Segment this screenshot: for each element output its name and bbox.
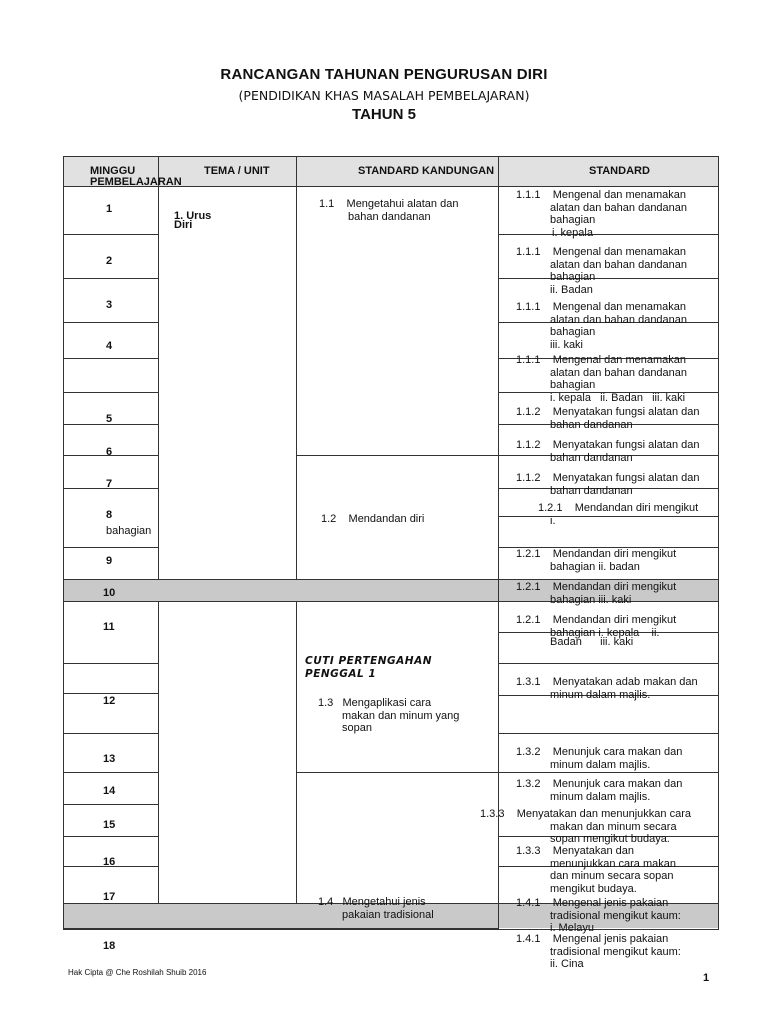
week-number: 3	[106, 299, 113, 311]
week-number: 10	[103, 587, 116, 599]
row-rule	[498, 733, 718, 734]
sp-item: 1.2.1 Mendandan diri mengikut bahagian ii. badan	[516, 548, 677, 573]
sp-item: 1.1.1 Mengenal dan menamakan alatan dan bahan dandanan bahagian iii. kaki	[516, 301, 688, 351]
col-header-standard: STANDARD	[589, 165, 650, 177]
sk-rule	[296, 772, 718, 773]
document-title: RANCANGAN TAHUNAN PENGURUSAN DIRI	[220, 66, 548, 83]
week-number: 11	[103, 621, 115, 633]
sp-item: 1.1.1 Mengenal dan menamakan alatan dan bahan dandanan bahagian i. kepala ii. Badan iii. kaki	[516, 354, 688, 404]
sp-item: 1.3.1 Menyatakan adab makan dan minum dalam majlis.	[516, 676, 698, 701]
row-rule	[498, 663, 718, 664]
sp-item: 1.2.1 Mendandan diri mengikut bahagian i. kepala ii. Badan iii. kaki	[516, 614, 677, 648]
week-8-note: bahagian	[106, 525, 152, 537]
week-number: 18	[103, 940, 116, 952]
sp-item: 1.3.3 Menyatakan dan menunjukkan cara makan dan minum secara sopan mengikut budaya.	[480, 808, 691, 845]
page-number: 1	[703, 972, 710, 984]
week-number: 8	[106, 509, 113, 521]
week-number: 2	[106, 255, 113, 267]
sp-item: 1.1.1 Mengenal dan menamakan alatan dan bahan dandanan bahagian ii. Badan	[516, 246, 688, 296]
row-rule	[64, 772, 158, 773]
band-rule	[64, 928, 498, 929]
week-number: 5	[106, 413, 113, 425]
document-year: TAHUN 5	[352, 106, 416, 123]
document-subtitle: (PENDIDIKAN KHAS MASALAH PEMBELAJARAN)	[238, 88, 530, 103]
sp-item: 1.1.2 Menyatakan fungsi alatan dan bahan dandanan	[516, 472, 700, 497]
col-divider-sk-lower	[296, 601, 297, 903]
row-rule	[64, 278, 158, 279]
col-divider-tema-lower	[158, 601, 159, 903]
col-header-minggu-2: PEMBELAJARAN	[90, 176, 182, 188]
col-header-minggu: MINGGU	[90, 165, 136, 177]
row-rule	[64, 547, 158, 548]
week-number: 16	[103, 856, 116, 868]
sp-item: 1.2.1 Mendandan diri mengikut i.	[538, 502, 699, 527]
row-rule	[64, 663, 158, 664]
week-number: 4	[106, 340, 113, 352]
band-rule	[64, 579, 718, 580]
week-number: 15	[103, 819, 116, 831]
sp-item: 1.2.1 Mendandan diri mengikut bahagian iii. kaki	[516, 581, 677, 606]
week-number: 12	[103, 695, 116, 707]
sp-item: 1.1.1 Mengenal dan menamakan alatan dan bahan dandanan bahagian i. kepala	[516, 189, 688, 239]
sp-item: 1.4.1 Mengenal jenis pakaian tradisional mengikut kaum: ii. Cina	[516, 933, 681, 970]
copyright-footer: Hak Cipta @ Che Roshilah Shuib 2016	[68, 968, 207, 977]
row-rule	[64, 836, 158, 837]
week-number: 7	[106, 478, 113, 490]
row-rule	[64, 693, 158, 694]
row-rule	[64, 392, 158, 393]
sp-item: 1.3.3 Menyatakan dan menunjukkan cara makan dan minum secara sopan mengikut budaya.	[516, 845, 676, 895]
week-number: 9	[106, 555, 113, 567]
row-rule	[64, 358, 158, 359]
week-number: 17	[103, 891, 116, 903]
sp-item: 1.4.1 Mengenal jenis pakaian tradisional mengikut kaum: i. Melayu	[516, 897, 681, 934]
week-number: 6	[106, 446, 113, 458]
sk-item: 1.1 Mengetahui alatan dan bahan dandanan	[319, 198, 459, 223]
col-header-tema: TEMA / UNIT	[204, 165, 270, 177]
col-divider-sk	[296, 157, 297, 579]
row-rule	[64, 804, 158, 805]
sp-item: 1.1.2 Menyatakan fungsi alatan dan bahan dandanan	[516, 406, 700, 431]
row-rule	[64, 322, 158, 323]
sp-item: 1.3.2 Menunjuk cara makan dan minum dalam majlis.	[516, 746, 683, 771]
week-number: 14	[103, 785, 116, 797]
col-header-standard-kandungan: STANDARD KANDUNGAN	[358, 165, 495, 177]
col-divider-tema	[158, 157, 159, 579]
week-number: 13	[103, 753, 116, 765]
tema-unit-2: Diri	[174, 219, 193, 231]
week-number: 1	[106, 203, 113, 215]
sp-item: 1.1.2 Menyatakan fungsi alatan dan bahan dandanan	[516, 439, 700, 464]
cuti-label: CUTI PERTENGAHAN PENGGAL 1	[305, 655, 433, 680]
row-rule	[64, 733, 158, 734]
sp-item: 1.3.2 Menunjuk cara makan dan minum dalam majlis.	[516, 778, 683, 803]
sk-item: 1.2 Mendandan diri	[321, 513, 425, 525]
row-rule	[64, 234, 158, 235]
sk-item: 1.4 Mengetahui jenis pakaian tradisional	[318, 896, 434, 921]
tema-unit: 1. Urus	[174, 210, 212, 222]
sk-item: 1.3 Mengaplikasi cara makan dan minum yang sopan	[318, 697, 460, 734]
